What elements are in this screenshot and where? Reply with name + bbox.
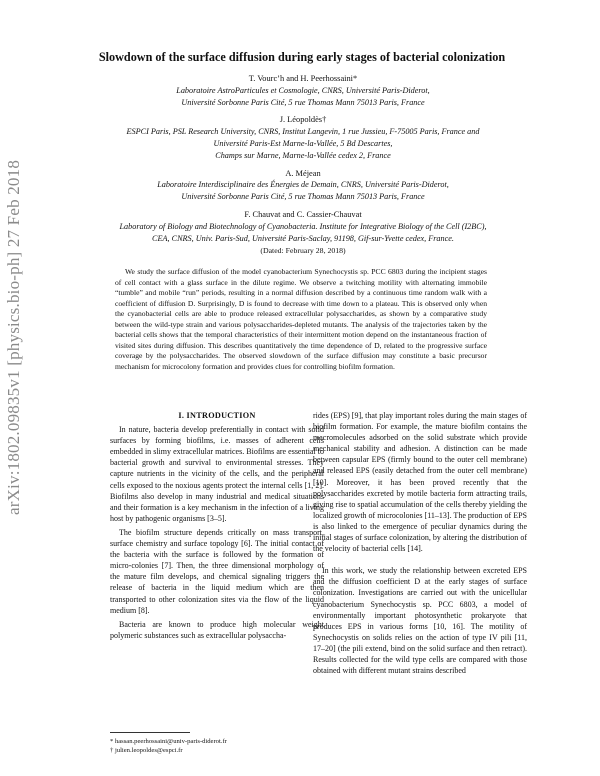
affiliation-line: Laboratoire AstroParticules et Cosmologie, CNRS, Université Paris-Diderot, xyxy=(176,85,430,95)
section-heading: I. INTRODUCTION xyxy=(178,411,256,420)
abstract: We study the surface diffusion of the model cyanobacterium Synechocystis sp. PCC 6803 during the incipient stages of cell contact with a glass surface in the dilute regime. We observe a twitching motility with alternating immobile “tumble” and mobile “run” periods, resulting in a normal diffusion described by a continuous time random walk with a coefficient of diffusion D. Surprisingly, D is found to decrease with time down to a plateau. This is observed only when the cyanobacterial cells are able to produce released extracellular polysaccharides, as shown by a comparative study between the wild-type strain and various polysaccharides-depleted mutants. The analysis of the trajectories taken by the bacterial cells shows that the temporal characteristics of their intermittent motion depend on the instantaneous fraction of visited sites during diffusion. This describes quantitatively the time dependence of D, related to the progressive surface coverage by the polysaccharides. The observed slowdown of the surface diffusion may constitute a basic precursor mechanism for microcolony formation and provides clues for controlling biofilm formation. xyxy=(115,267,487,371)
footnote-email: * hassan.peerhossaini@univ-paris-diderot.fr xyxy=(110,738,227,745)
footnote-rule xyxy=(110,732,190,733)
affiliation-line: CEA, CNRS, Univ. Paris-Sud, Université Paris-Saclay, 91198, Gif-sur-Yvette cedex, France. xyxy=(152,233,454,243)
affiliation-line: Champs sur Marne, Marne-la-Vallée cedex 2, France xyxy=(215,150,391,160)
affiliation-line: Université Sorbonne Paris Cité, 5 rue Thomas Mann 75013 Paris, France xyxy=(181,97,425,107)
author-names: F. Chauvat and C. Cassier-Chauvat xyxy=(244,209,362,219)
paper-title: Slowdown of the surface diffusion during early stages of bacterial colonization xyxy=(98,50,506,64)
author-names: T. Vourc’h and H. Peerhossaini* xyxy=(248,74,358,83)
affiliation-line: ESPCI Paris, PSL Research University, CNRS, Institut Langevin, 1 rue Jussieu, F-75005 Paris, France and xyxy=(126,127,480,137)
authors-block xyxy=(70,73,536,257)
arxiv-identifier: arXiv:1802.09835v1 [physics.bio-ph] 27 Feb 2018 xyxy=(4,159,23,515)
paragraph: Bacteria are known to produce high molecular weight polymeric substances such as extracellular polysaccha- xyxy=(110,619,324,640)
affiliation-line: Laboratoire Interdisciplinaire des Énergies de Demain, CNRS, Université Paris-Diderot, xyxy=(157,180,449,190)
left-column xyxy=(110,410,324,641)
paragraph: In this work, we study the relationship between excreted EPS and the diffusion coefficient D at the early stages of surface colonization. Investigations are carried out with the unicellular cyanobacterium Synechocystis sp. PCC 6803, a model of environmentally important photosynthetic prokaryote that produces EPS in various forms [10, 16]. The motility of Synechocystis on solids relies on the action of type IV pili [11, 17–20] (the pili extend, bind on the solid surface and then retract). Results collected for the wild type cells are compared with those obtained with different mutant strains described xyxy=(313,566,527,676)
author-names: A. Méjean xyxy=(285,168,321,178)
footnotes xyxy=(110,732,324,755)
dated-line: (Dated: February 28, 2018) xyxy=(260,246,346,256)
right-column xyxy=(313,410,527,676)
affiliation-line: Laboratory of Biology and Biotechnology of Cyanobacteria. Institute for Integrative Biology of the Cell (I2BC), xyxy=(119,221,487,231)
author-names: J. Léopoldès† xyxy=(279,115,327,125)
affiliation-line: Université Sorbonne Paris Cité, 5 rue Thomas Mann 75013 Paris, France xyxy=(181,192,425,202)
paragraph: In nature, bacteria develop preferentially in contact with solid surfaces by forming biofilms, i.e. masses of adherent cells embedded in slimy extracellular matrices. Biofilms are essential to bacterial growth and survival to environmental stresses. They capture nutrients in the vicinity of the cells, and the peripheral cells exposed to the noxious agents protect the internal cells [1, 2]. Biofilms also develop in many industrial and medical situations and their formation is a key mechanism in the infection of a living host by pathogenic organisms [3–5]. xyxy=(110,425,324,523)
paragraph: The biofilm structure depends critically on mass transport, surface chemistry and surface topology [6]. The initial contact of the bacteria with the surface is followed by the formation of micro-colonies [7]. Then, the three dimensional morphology of the mature film develops, and chemical signaling triggers the release of bacteria in the liquid medium which are then transported to other colonization sites via the flow of the liquid medium [8]. xyxy=(110,527,324,615)
footnote-email: † julien.leopoldes@espci.fr xyxy=(110,747,183,754)
paragraph: rides (EPS) [9], that play important roles during the main stages of biofilm formation. For example, the mature biofilm contains the macromolecules adsorbed on the solid substrate which provide mechanical stability and adhesion. A distinction can be made between capsular EPS (firmly bound to the outer cell membrane) and released EPS (easily detached from the outer cell membrane) [10]. Moreover, it has been proved recently that the polysaccharides excreted by motile bacteria form attracting trails, giving rise to spatial accumulation of the cells thereby yielding the localized growth of microcolonies [11–13]. The production of EPS is also linked to the emergence of peculiar dynamics during the initial stages of surface colonization, by altering the distribution of the velocity of bacterial cells [14]. xyxy=(313,411,527,554)
affiliation-line: Université Paris-Est Marne-la-Vallée, 5 Bd Descartes, xyxy=(213,138,393,148)
